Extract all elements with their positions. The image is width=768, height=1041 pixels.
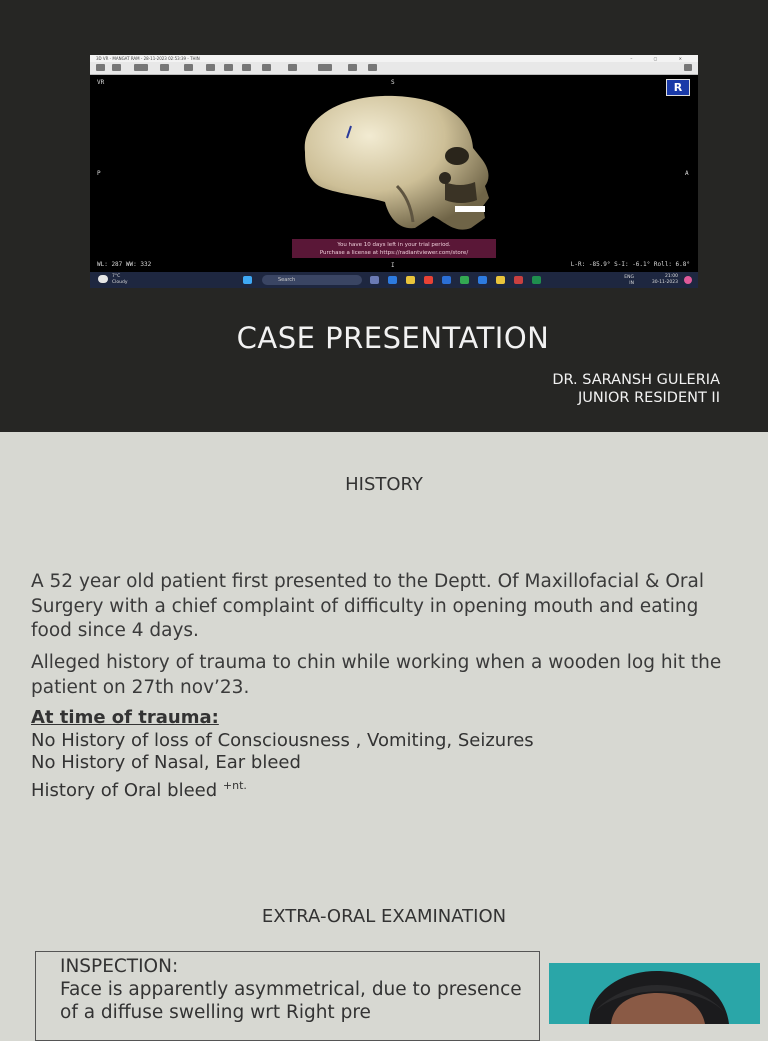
folder-icon <box>496 276 505 284</box>
taskbar-clock <box>652 274 678 286</box>
inspection-title: INSPECTION: <box>60 956 179 977</box>
weather-desc: Cloudy <box>112 280 128 285</box>
trauma-line-oral-bleed <box>31 775 743 803</box>
rotation-readout: L-R: -85.9° S-I: -6.1° Roll: 6.8° <box>570 261 690 268</box>
windows-start-icon <box>243 276 252 284</box>
oral-bleed-sup: +nt. <box>222 778 247 792</box>
app-icon-1 <box>388 276 397 284</box>
trial-notice <box>292 239 496 258</box>
presenter-block <box>552 371 720 407</box>
window-controls: – ▢ ✕ <box>630 56 692 61</box>
trauma-heading: At time of trauma: <box>31 707 219 728</box>
history-heading: HISTORY <box>345 474 423 495</box>
radiant-logo: R <box>666 79 690 96</box>
title-slide <box>0 0 768 432</box>
viewer-window-title: 3D VR - MANGAT RAM - 28-11-2023 02:53:39 - THIN <box>96 56 200 61</box>
weather-temp: 7°C <box>112 274 121 279</box>
series-icon <box>134 64 148 71</box>
slide-title: CASE PRESENTATION <box>236 321 550 355</box>
presenter-role: JUNIOR RESIDENT II <box>577 390 720 406</box>
orientation-superior: S <box>391 79 395 86</box>
trauma-details <box>31 707 743 802</box>
edge-icon <box>442 276 451 284</box>
trial-notice-line1: You have 10 days left in your trial period. <box>337 242 451 248</box>
viewer-toolbar <box>90 62 698 75</box>
lang-line2: IN <box>629 281 634 286</box>
weather-widget <box>112 274 128 286</box>
view-mode-label: VR <box>97 79 105 86</box>
inspection-box <box>35 951 540 1041</box>
window-level-readout: WL: 287 WW: 332 <box>97 261 152 268</box>
presenter-name: DR. SARANSH GULERIA <box>552 372 720 388</box>
inspection-text: Face is apparently asymmetrical, due to presence of a diffuse swelling wrt Right pre <box>60 979 522 1023</box>
exam-heading: EXTRA-ORAL EXAMINATION <box>261 906 507 927</box>
annotation-icon <box>160 64 169 71</box>
weather-icon <box>98 275 108 283</box>
export-icon <box>348 64 357 71</box>
orientation-anterior: A <box>685 170 689 177</box>
history-paragraph-1: A 52 year old patient first presented to the Deptt. Of Maxillofacial & Oral Surgery with a chief complaint of difficulty in opening mouth and eating food since 4 days. <box>31 571 705 641</box>
excel-icon <box>532 276 541 284</box>
os-taskbar <box>90 272 698 288</box>
taskbar-search <box>262 275 362 285</box>
language-indicator <box>624 275 634 287</box>
crosshair-icon <box>224 64 233 71</box>
open-icon <box>96 64 105 71</box>
trial-notice-line2: Purchase a license at https://radiantviewer.com/store/ <box>319 250 469 256</box>
task-view-icon <box>370 276 379 284</box>
patient-photo <box>549 963 760 1024</box>
angle-icon <box>318 64 332 71</box>
oral-bleed-text: History of Oral bleed <box>31 779 223 801</box>
fullscreen-icon <box>684 64 692 71</box>
trauma-line-consciousness: No History of loss of Consciousness , Vomiting, Seizures <box>31 729 534 751</box>
orientation-inferior: I <box>391 262 395 269</box>
layout-icon <box>112 64 121 71</box>
viewer-title-bar <box>90 55 698 62</box>
clock-time: 21:00 <box>665 274 678 279</box>
orientation-posterior: P <box>97 170 101 177</box>
store-icon <box>460 276 469 284</box>
history-paragraph-2: Alleged history of trauma to chin while working when a wooden log hit the patient on 27th nov’23. <box>31 652 722 698</box>
word-icon <box>478 276 487 284</box>
pan-icon <box>184 64 193 71</box>
lang-line1: ENG <box>624 275 634 280</box>
trauma-line-bleed: No History of Nasal, Ear bleed <box>31 752 301 773</box>
notification-icon <box>684 276 692 284</box>
measure-icon <box>288 64 297 71</box>
zoom-icon <box>206 64 215 71</box>
clock-date: 30-11-2023 <box>651 280 678 285</box>
radiant-taskbar-icon <box>514 276 523 284</box>
contrast-icon <box>262 64 271 71</box>
file-explorer-icon <box>406 276 415 284</box>
skull-render <box>295 90 505 240</box>
patient-face-image <box>549 963 760 1024</box>
window-level-icon <box>242 64 251 71</box>
taskbar-search-placeholder: Search <box>278 277 296 283</box>
chrome-icon <box>424 276 433 284</box>
ct-3d-screenshot <box>90 55 698 288</box>
settings-icon <box>368 64 377 71</box>
